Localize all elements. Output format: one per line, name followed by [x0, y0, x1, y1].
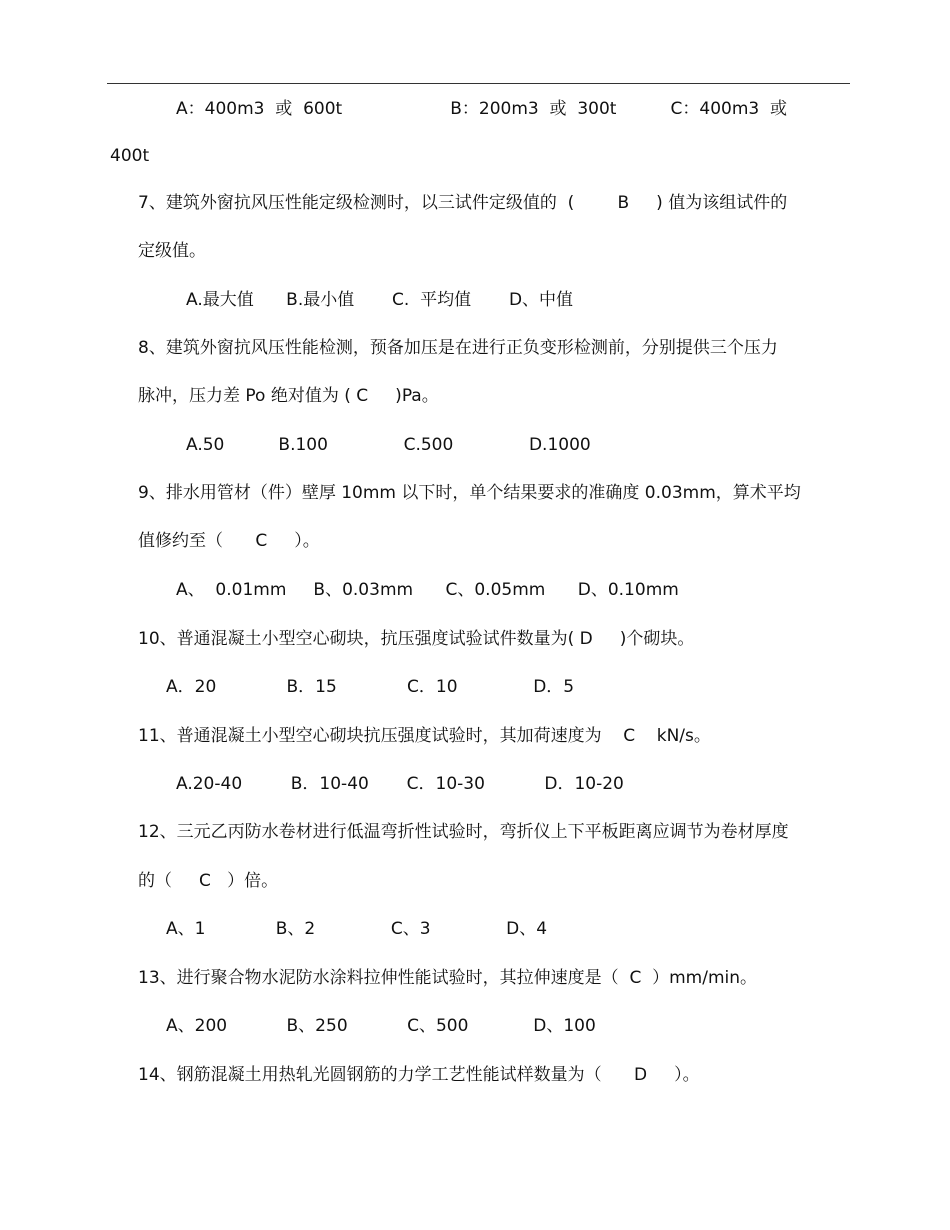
q9-options: A、 0.01mm B、0.03mm C、0.05mm D、0.10mm	[176, 580, 679, 600]
q13-line1: 13、进行聚合物水泥防水涂料拉伸性能试验时，其拉伸速度是（ C ）mm/min。	[138, 968, 758, 988]
q12-options: A、1 B、2 C、3 D、4	[166, 919, 548, 939]
q6-options-line2: 400t	[110, 146, 150, 166]
q10-options: A．20 B．15 C．10 D．5	[166, 677, 575, 697]
q8-line1: 8、建筑外窗抗风压性能检测，预备加压是在进行正负变形检测前，分别提供三个压力	[138, 338, 778, 358]
q7-line2: 定级值。	[138, 241, 206, 261]
q13-options: A、200 B、250 C、500 D、100	[166, 1016, 596, 1036]
q11-line1: 11、普通混凝土小型空心砌块抗压强度试验时，其加荷速度为 C kN/s。	[138, 726, 711, 746]
q12-line2: 的（ C ）倍。	[138, 871, 279, 891]
q9-line2: 值修约至（ C ）。	[138, 531, 320, 551]
q7-options: A.最大值 B.最小值 C. 平均值 D、中值	[186, 290, 574, 310]
q10-line1: 10、普通混凝土小型空心砌块，抗压强度试验试件数量为( D )个砌块。	[138, 629, 695, 649]
q7-line1: 7、建筑外窗抗风压性能定级检测时，以三试件定级值的 ( B ) 值为该组试件的	[138, 193, 788, 213]
header-rule	[107, 83, 850, 84]
q14-line1: 14、钢筋混凝土用热轧光圆钢筋的力学工艺性能试样数量为（ D ）。	[138, 1065, 700, 1085]
q8-options: A.50 B.100 C.500 D.1000	[186, 435, 591, 455]
q6-options-line1: A：400m3 或 600t B：200m3 或 300t C：400m3 或	[176, 99, 788, 119]
q8-line2: 脉冲，压力差 Po 绝对值为 ( C )Pa。	[138, 386, 439, 406]
q12-line1: 12、三元乙丙防水卷材进行低温弯折性试验时，弯折仪上下平板距离应调节为卷材厚度	[138, 822, 789, 842]
q11-options: A.20-40 B．10-40 C．10-30 D．10-20	[176, 774, 624, 794]
q9-line1: 9、排水用管材（件）壁厚 10mm 以下时，单个结果要求的准确度 0.03mm，算术平均	[138, 483, 801, 503]
